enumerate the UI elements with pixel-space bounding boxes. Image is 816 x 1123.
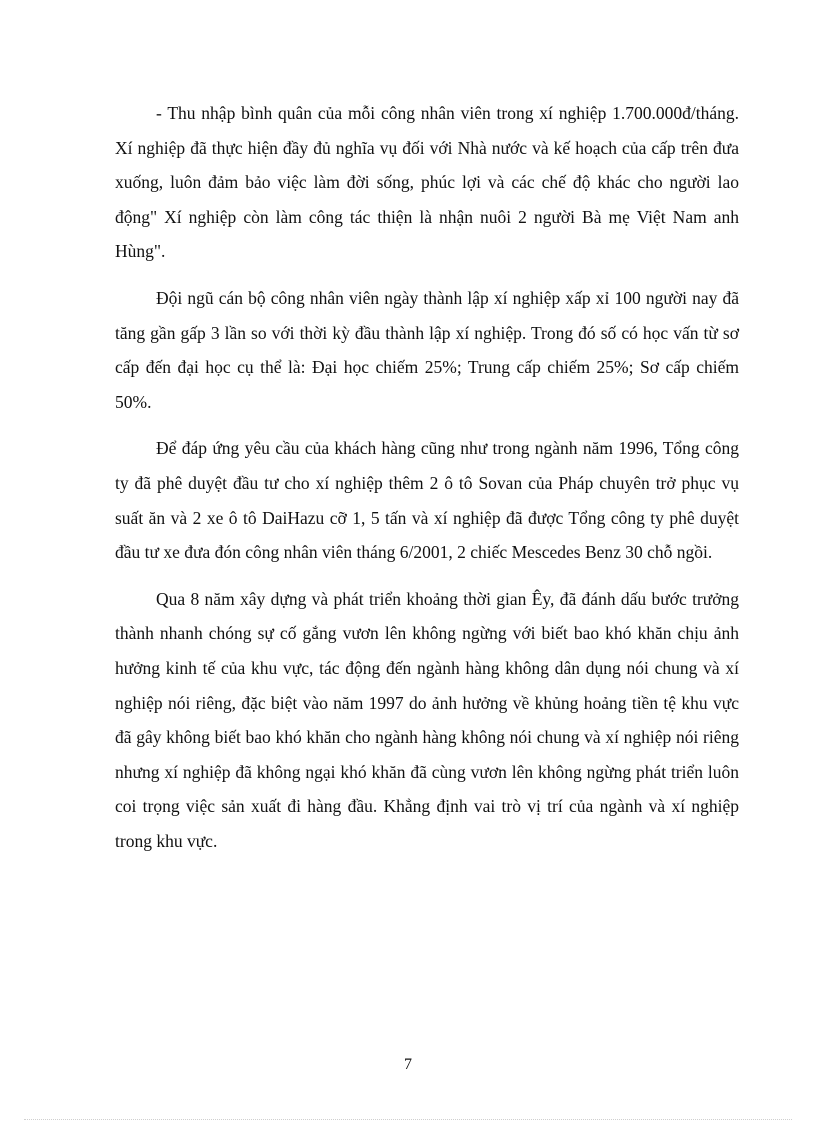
paragraph-staff: Đội ngũ cán bộ công nhân viên ngày thành lập xí nghiệp xấp xỉ 100 người nay đã tăng gần gấp 3 lần so với thời kỳ đầu thành lập xí nghiệp. Trong đó số có học vấn từ sơ cấp đến đại học cụ thể là: Đại học chiếm 25%; Trung cấp chiếm 25%; Sơ cấp chiếm 50%. <box>115 287 739 412</box>
page-number: 7 <box>404 1056 412 1073</box>
paragraph-income: - Thu nhập bình quân của mỗi công nhân viên trong xí nghiệp 1.700.000đ/tháng. Xí nghiệp đã thực hiện đầy đủ nghĩa vụ đối với Nhà nước và kế hoạch của cấp trên đưa xuống, luôn đảm bảo việc làm đời sống, phúc lợi và các chế độ khác cho người lao động" Xí nghiệp còn làm công tác thiện là nhận nuôi 2 người Bà mẹ Việt Nam anh Hùng". <box>115 103 739 262</box>
paragraph-vehicles: Để đáp ứng yêu cầu của khách hàng cũng như trong ngành năm 1996, Tổng công ty đã phê duyệt đầu tư cho xí nghiệp thêm 2 ô tô Sovan của Pháp chuyên trở phục vụ suất ăn và 2 xe ô tô DaiHazu cỡ 1, 5 tấn và xí nghiệp đã được Tổng công ty phê duyệt đầu tư xe đưa đón công nhân viên tháng 6/2001, 2 chiếc Mescedes Benz 30 chỗ ngồi. <box>115 438 739 563</box>
page-bottom-divider <box>24 1119 792 1120</box>
body-text <box>115 96 739 870</box>
paragraph-development: Qua 8 năm xây dựng và phát triển khoảng thời gian Êy, đã đánh dấu bước trưởng thành nhanh chóng sự cố gắng vươn lên không ngừng với biết bao khó khăn chịu ảnh hưởng kinh tế của khu vực, tác động đến ngành hàng không dân dụng nói chung và xí nghiệp nói riêng, đặc biệt vào năm 1997 do ảnh hưởng về khủng hoảng tiền tệ khu vực đã gây không biết bao khó khăn cho ngành hàng không nói chung và xí nghiệp nói riêng nhưng xí nghiệp đã không ngại khó khăn đã cùng vươn lên không ngừng phát triển luôn coi trọng việc sản xuất đi hàng đầu. Khẳng định vai trò vị trí của ngành và xí nghiệp trong khu vực. <box>115 588 739 851</box>
